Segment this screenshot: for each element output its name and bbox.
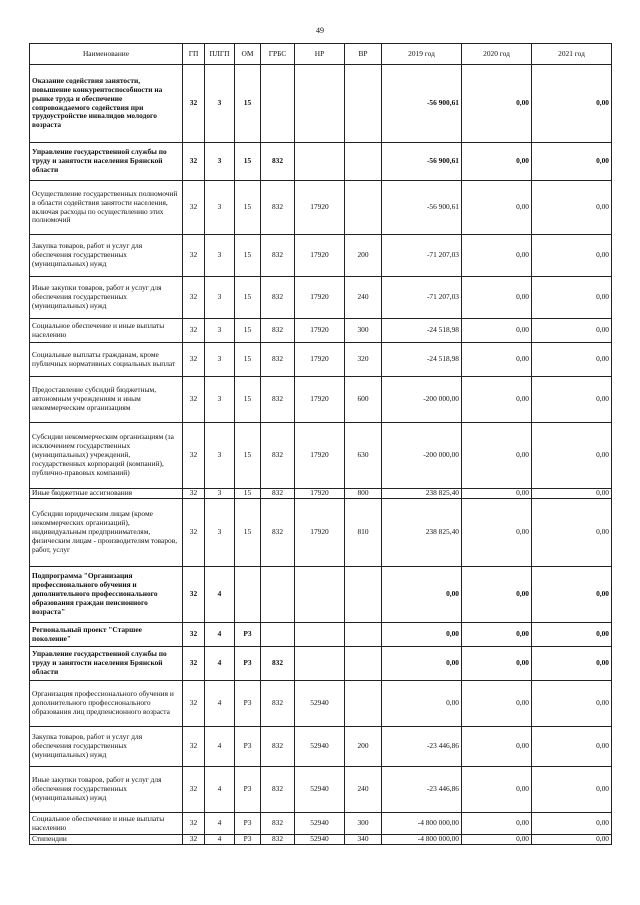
row-plgp: 3 [205,377,235,423]
row-plgp: 3 [205,235,235,277]
table-header-row [30,44,612,65]
row-grbs: 832 [261,767,295,813]
row-om: P3 [235,813,261,835]
table-row [30,489,612,499]
row-vr: 600 [345,377,382,423]
row-2019: -56 900,61 [382,181,462,235]
row-2021: 0,00 [532,489,612,499]
row-2020: 0,00 [462,423,532,489]
row-vr: 240 [345,767,382,813]
row-2020: 0,00 [462,835,532,845]
row-2019: -56 900,61 [382,65,462,143]
header-grbs: ГРБС [261,44,295,65]
table-body [30,65,612,845]
row-nr: 17920 [295,489,345,499]
row-gp: 32 [183,343,205,377]
row-om: 15 [235,277,261,319]
row-2020: 0,00 [462,377,532,423]
row-grbs: 832 [261,727,295,767]
row-gp: 32 [183,143,205,181]
table-row [30,377,612,423]
row-vr: 340 [345,835,382,845]
table-row [30,343,612,377]
row-2021: 0,00 [532,813,612,835]
row-name: Иные закупки товаров, работ и услуг для обеспечения государственных (муниципальных) нужд [30,767,183,813]
row-nr: 52940 [295,727,345,767]
table-row [30,623,612,647]
row-om: P3 [235,681,261,727]
row-gp: 32 [183,499,205,567]
row-2020: 0,00 [462,181,532,235]
row-name: Подпрограмма "Организация профессионального обучения и дополнительного профессионального образования граждан пенсионного возраста" [30,567,183,623]
row-vr [345,623,382,647]
row-om: P3 [235,767,261,813]
row-nr: 52940 [295,681,345,727]
row-nr: 17920 [295,277,345,319]
row-2021: 0,00 [532,143,612,181]
row-vr: 300 [345,319,382,343]
row-grbs: 832 [261,813,295,835]
row-2019: 0,00 [382,623,462,647]
row-vr: 320 [345,343,382,377]
row-gp: 32 [183,727,205,767]
row-vr [345,681,382,727]
row-2020: 0,00 [462,727,532,767]
table-row [30,65,612,143]
header-om: ОМ [235,44,261,65]
row-2020: 0,00 [462,623,532,647]
row-nr: 17920 [295,235,345,277]
row-plgp: 4 [205,835,235,845]
row-grbs [261,65,295,143]
row-om: P3 [235,647,261,681]
row-2019: -4 800 000,00 [382,813,462,835]
row-name: Закупка товаров, работ и услуг для обеспечения государственных (муниципальных) нужд [30,727,183,767]
row-gp: 32 [183,181,205,235]
row-2020: 0,00 [462,343,532,377]
row-vr: 300 [345,813,382,835]
table-row [30,235,612,277]
row-gp: 32 [183,647,205,681]
row-name: Субсидии юридическим лицам (кроме некоммерческих организаций), индивидуальным предпринимателям, физическим лицам - производителям товаров, работ, услуг [30,499,183,567]
row-nr: 52940 [295,767,345,813]
row-name: Социальное обеспечение и иные выплаты населению [30,319,183,343]
row-name: Осуществление государственных полномочий в области содействия занятости населения, включая расходы по осуществлению этих полномочий [30,181,183,235]
row-2021: 0,00 [532,181,612,235]
row-plgp: 4 [205,767,235,813]
row-nr [295,567,345,623]
row-name: Региональный проект "Старшее поколение" [30,623,183,647]
row-2019: 238 825,40 [382,489,462,499]
row-om: P3 [235,623,261,647]
table-row [30,681,612,727]
row-name: Управление государственной службы по труду и занятости населения Брянской области [30,143,183,181]
row-2020: 0,00 [462,567,532,623]
row-2020: 0,00 [462,813,532,835]
row-plgp: 4 [205,623,235,647]
row-vr [345,567,382,623]
row-om [235,567,261,623]
row-2021: 0,00 [532,277,612,319]
row-vr: 200 [345,235,382,277]
row-2021: 0,00 [532,567,612,623]
row-gp: 32 [183,767,205,813]
row-2021: 0,00 [532,343,612,377]
header-2019: 2019 год [382,44,462,65]
row-2020: 0,00 [462,767,532,813]
table-row [30,813,612,835]
row-2020: 0,00 [462,319,532,343]
row-2019: -200 000,00 [382,377,462,423]
budget-table [29,43,612,845]
row-2020: 0,00 [462,647,532,681]
header-plgp: ПЛГП [205,44,235,65]
row-plgp: 4 [205,813,235,835]
row-grbs: 832 [261,277,295,319]
row-name: Оказание содействия занятости, повышение конкурентоспособности на рынке труда и обеспечение сопровождаемого содействия при трудоустройстве инвалидов молодого возраста [30,65,183,143]
row-name: Предоставление субсидий бюджетным, автономным учреждениям и иным некоммерческим организациям [30,377,183,423]
row-2021: 0,00 [532,647,612,681]
row-2021: 0,00 [532,767,612,813]
row-2019: -4 800 000,00 [382,835,462,845]
table-row [30,835,612,845]
row-om: P3 [235,727,261,767]
row-gp: 32 [183,277,205,319]
row-2019: 0,00 [382,647,462,681]
row-gp: 32 [183,235,205,277]
row-plgp: 4 [205,647,235,681]
header-nr: НР [295,44,345,65]
row-nr: 17920 [295,377,345,423]
row-om: 15 [235,489,261,499]
row-2021: 0,00 [532,319,612,343]
row-vr: 240 [345,277,382,319]
row-grbs [261,623,295,647]
row-plgp: 3 [205,143,235,181]
row-vr [345,181,382,235]
row-nr [295,65,345,143]
row-vr [345,65,382,143]
page-number: 49 [316,26,324,35]
row-grbs: 832 [261,835,295,845]
row-2019: -71 207,03 [382,277,462,319]
row-om: 15 [235,377,261,423]
row-vr: 630 [345,423,382,489]
row-2019: -24 518,98 [382,343,462,377]
row-grbs: 832 [261,377,295,423]
row-vr [345,647,382,681]
table-row [30,181,612,235]
row-plgp: 3 [205,181,235,235]
row-2021: 0,00 [532,423,612,489]
row-nr: 17920 [295,181,345,235]
row-nr [295,143,345,181]
row-nr [295,623,345,647]
row-nr [295,647,345,681]
header-name: Наименование [30,44,183,65]
row-2020: 0,00 [462,65,532,143]
row-plgp: 4 [205,567,235,623]
row-gp: 32 [183,65,205,143]
row-name: Стипендии [30,835,183,845]
table-row [30,423,612,489]
row-2020: 0,00 [462,489,532,499]
row-name: Организация профессионального обучения и дополнительного профессионального образования лиц предпенсионного возраста [30,681,183,727]
row-grbs: 832 [261,181,295,235]
header-gp: ГП [183,44,205,65]
row-plgp: 4 [205,681,235,727]
row-nr: 52940 [295,813,345,835]
table-row [30,567,612,623]
row-name: Иные бюджетные ассигнования [30,489,183,499]
row-2020: 0,00 [462,235,532,277]
row-vr: 800 [345,489,382,499]
row-vr: 200 [345,727,382,767]
row-2020: 0,00 [462,681,532,727]
row-name: Социальные выплаты гражданам, кроме публичных нормативных социальных выплат [30,343,183,377]
row-name: Социальное обеспечение и иные выплаты населению [30,813,183,835]
row-2019: -23 446,86 [382,767,462,813]
row-plgp: 3 [205,499,235,567]
header-2020: 2020 год [462,44,532,65]
row-gp: 32 [183,423,205,489]
row-2019: -56 900,61 [382,143,462,181]
row-vr: 810 [345,499,382,567]
row-nr: 17920 [295,319,345,343]
table-row [30,767,612,813]
table-row [30,499,612,567]
row-plgp: 3 [205,65,235,143]
row-gp: 32 [183,489,205,499]
row-plgp: 4 [205,727,235,767]
row-grbs: 832 [261,647,295,681]
row-2019: 238 825,40 [382,499,462,567]
row-grbs: 832 [261,343,295,377]
row-grbs: 832 [261,235,295,277]
row-vr [345,143,382,181]
row-2019: 0,00 [382,567,462,623]
table-row [30,647,612,681]
row-name: Иные закупки товаров, работ и услуг для обеспечения государственных (муниципальных) нужд [30,277,183,319]
row-2020: 0,00 [462,143,532,181]
row-om: 15 [235,343,261,377]
row-2021: 0,00 [532,727,612,767]
row-2019: -200 000,00 [382,423,462,489]
row-grbs: 832 [261,423,295,489]
row-2019: 0,00 [382,681,462,727]
row-nr: 17920 [295,423,345,489]
row-2020: 0,00 [462,499,532,567]
row-nr: 52940 [295,835,345,845]
row-2021: 0,00 [532,377,612,423]
header-vr: ВР [345,44,382,65]
row-gp: 32 [183,567,205,623]
row-grbs: 832 [261,143,295,181]
row-nr: 17920 [295,499,345,567]
row-plgp: 3 [205,343,235,377]
row-2019: -71 207,03 [382,235,462,277]
row-om: 15 [235,499,261,567]
row-grbs [261,567,295,623]
row-om: 15 [235,235,261,277]
row-gp: 32 [183,377,205,423]
row-om: P3 [235,835,261,845]
row-grbs: 832 [261,499,295,567]
row-2021: 0,00 [532,835,612,845]
row-name: Закупка товаров, работ и услуг для обеспечения государственных (муниципальных) нужд [30,235,183,277]
row-grbs: 832 [261,681,295,727]
table-row [30,319,612,343]
row-2021: 0,00 [532,65,612,143]
header-2021: 2021 год [532,44,612,65]
row-grbs: 832 [261,489,295,499]
row-2021: 0,00 [532,499,612,567]
row-2019: -23 446,86 [382,727,462,767]
row-om: 15 [235,319,261,343]
row-om: 15 [235,143,261,181]
row-plgp: 3 [205,423,235,489]
row-grbs: 832 [261,319,295,343]
row-plgp: 3 [205,489,235,499]
row-gp: 32 [183,813,205,835]
table-row [30,277,612,319]
row-2021: 0,00 [532,235,612,277]
row-gp: 32 [183,319,205,343]
row-2019: -24 518,98 [382,319,462,343]
table-row [30,727,612,767]
row-2021: 0,00 [532,623,612,647]
row-om: 15 [235,181,261,235]
row-nr: 17920 [295,343,345,377]
row-2020: 0,00 [462,277,532,319]
row-name: Управление государственной службы по труду и занятости населения Брянской области [30,647,183,681]
row-2021: 0,00 [532,681,612,727]
row-gp: 32 [183,623,205,647]
table-row [30,143,612,181]
row-om: 15 [235,65,261,143]
row-om: 15 [235,423,261,489]
row-gp: 32 [183,835,205,845]
row-plgp: 3 [205,277,235,319]
row-plgp: 3 [205,319,235,343]
row-name: Субсидии некоммерческим организациям (за исключением государственных (муниципальных) учреждений, государственных корпораций (компаний), публично-правовых компаний) [30,423,183,489]
row-gp: 32 [183,681,205,727]
